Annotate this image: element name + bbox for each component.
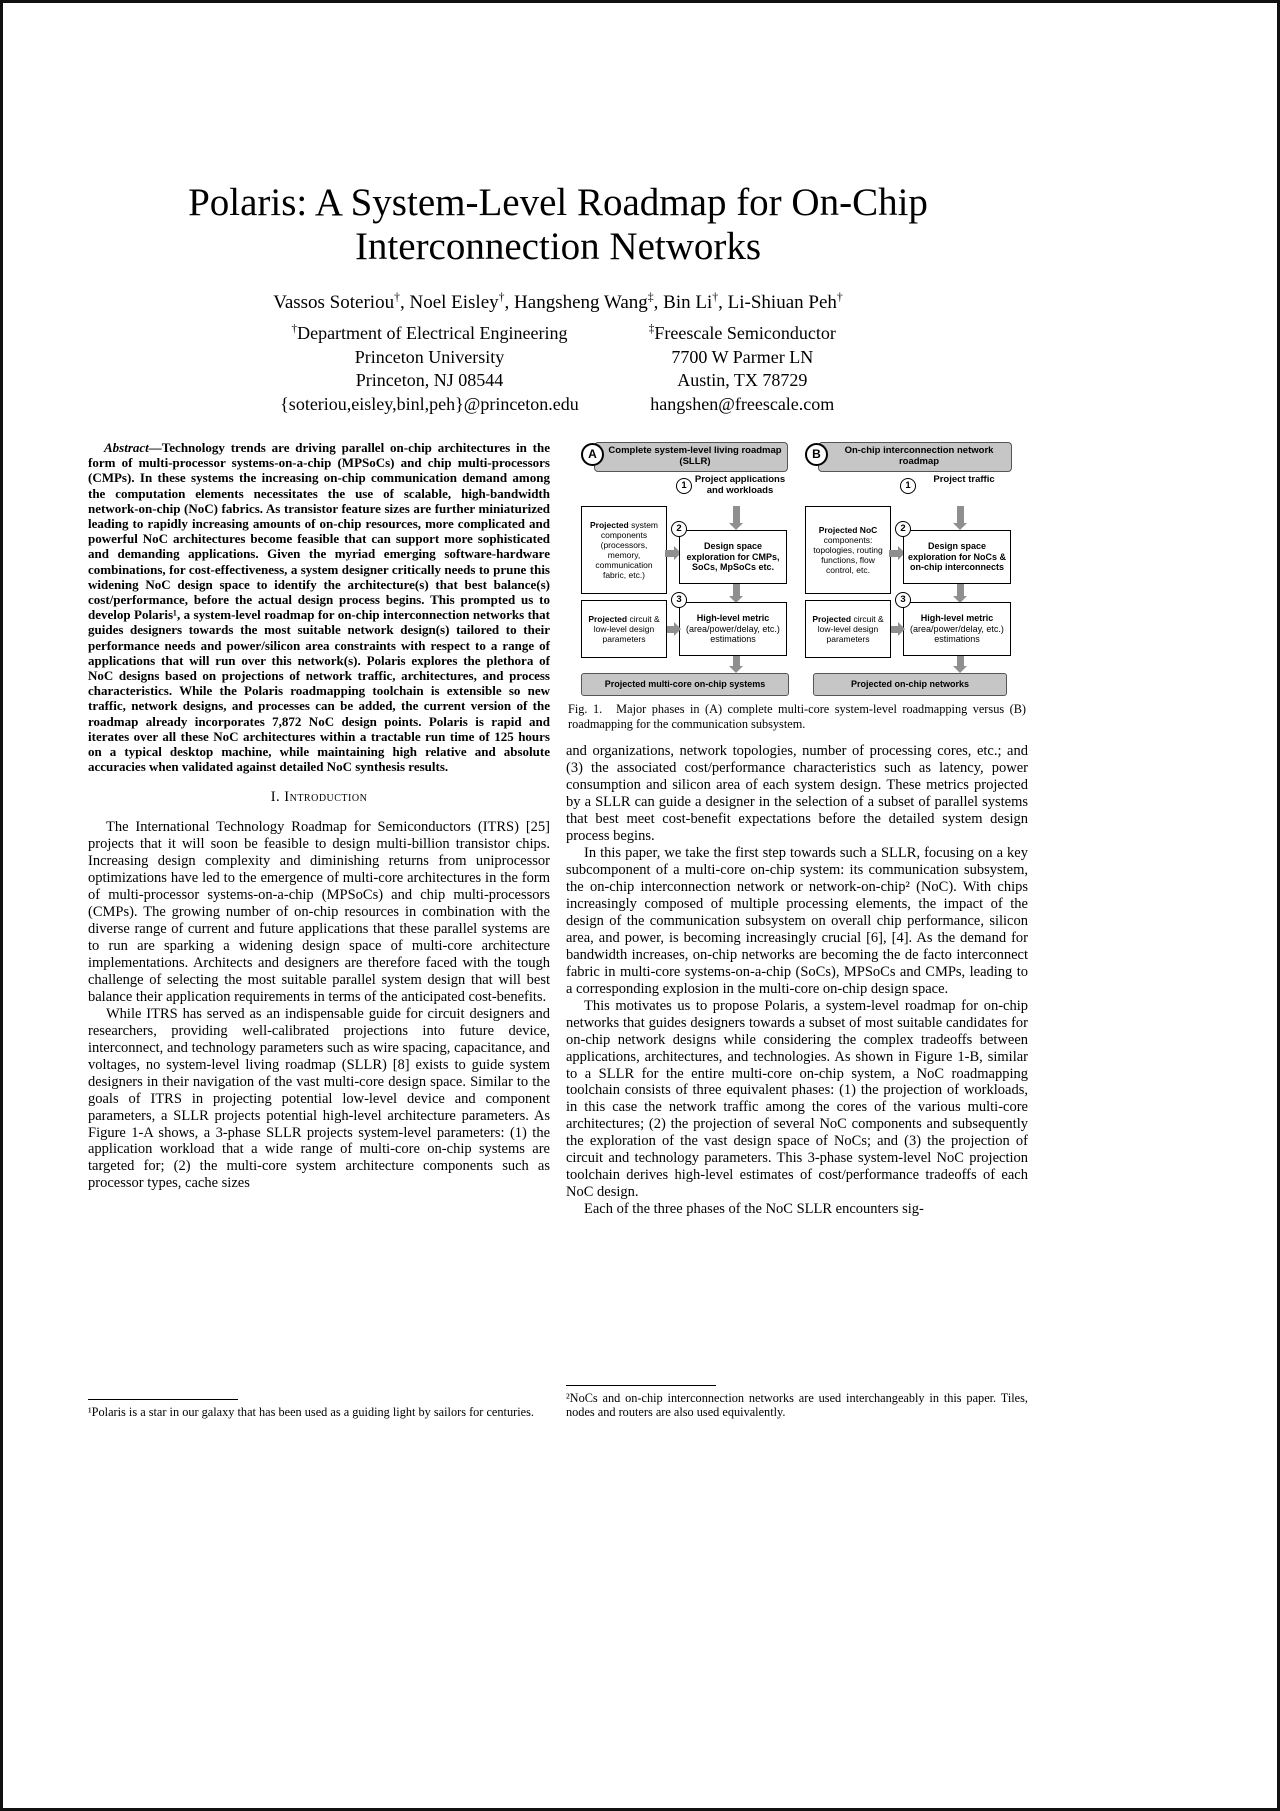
- affiliation-city: Austin, TX 78729: [677, 370, 808, 391]
- two-column-body: [88, 440, 1028, 1420]
- figure-1: [581, 442, 1013, 694]
- footnote-2: [566, 1385, 1028, 1420]
- arrow-down-icon: [729, 506, 744, 530]
- panel-b-circuit-params-box: [805, 600, 891, 658]
- box-rest: circuit & low-level design parameters: [593, 613, 660, 644]
- body-paragraph-4: Each of the three phases of the NoC SLLR encounters sig-: [584, 1201, 924, 1218]
- box-rest: circuit & low-level design parameters: [817, 613, 884, 644]
- abstract-paragraph: [88, 440, 550, 774]
- panel-a-step1-circle: 1: [676, 478, 692, 494]
- panel-a-metric-box: [679, 602, 787, 656]
- affiliation-freescale: [649, 322, 836, 416]
- left-column: [88, 440, 550, 1420]
- figure-panel-b: [805, 442, 1013, 694]
- affiliation-princeton: [280, 322, 579, 416]
- affiliation-city: Princeton, NJ 08544: [355, 370, 504, 391]
- box-lead: High-level metric: [696, 612, 770, 623]
- footnote-rule: [566, 1385, 716, 1386]
- arrow-down-icon: [729, 584, 744, 603]
- arrow-down-icon: [729, 656, 744, 673]
- panel-b-metric-box: [903, 602, 1011, 656]
- title-line-2: Interconnection Networks: [354, 224, 762, 268]
- figure-panel-a: [581, 442, 789, 694]
- panel-b-step2-circle: 2: [895, 521, 911, 537]
- box-lead: Projected NoC: [818, 524, 878, 535]
- panel-b-output-bar: Projected on-chip networks: [813, 673, 1007, 696]
- footnote-rule: [88, 1399, 238, 1400]
- arrow-down-icon: [953, 656, 968, 673]
- box-text: Design space exploration for NoCs & on-chip interconnects: [907, 540, 1006, 573]
- affiliation-university: Princeton University: [354, 346, 505, 367]
- footnote-1-text: ¹Polaris is a star in our galaxy that has been used as a guiding light by sailors for centuries.: [88, 1405, 534, 1420]
- box-lead: Projected: [588, 613, 628, 624]
- panel-a-step3-circle: 3: [671, 592, 687, 608]
- arrow-down-icon: [953, 584, 968, 603]
- panel-a-badge: A: [581, 443, 604, 466]
- body-paragraph-2: In this paper, we take the first step towards such a SLLR, focusing on a key subcomponent of a multi-core on-chip system: its communication subsystem, the on-chip interconnection network or network-on-chip² (NoC). With chips increasingly composed of multiple processing elements, the impact of the design of the communication subsystem on overall chip performance, silicon area, and power, is becoming increasingly crucial [6], [4]. As the demand for bandwidth increases, on-chip networks are becoming the de facto interconnect fabric in multi-core systems-on-a-chip (SoCs), MPSoCs and CMPs, leading to a corresponding explosion in the multi-core on-chip design space.: [566, 845, 1028, 997]
- title-line-1: Polaris: A System-Level Roadmap for On-Chip: [188, 181, 928, 224]
- footnote-2-text: ²NoCs and on-chip interconnection networks are used interchangeably in this paper. Tiles, nodes and routers are also used equivalently.: [566, 1390, 1028, 1420]
- box-rest: system components (processors, memory, communication fabric, etc.): [595, 519, 659, 580]
- arrow-right-icon: [891, 622, 905, 637]
- box-rest: (area/power/delay, etc.) estimations: [910, 623, 1004, 645]
- panel-b-header: On-chip interconnection network roadmap: [818, 442, 1012, 472]
- body-paragraph-continuation: and organizations, network topologies, number of processing cores, etc.; and (3) the associated cost/performance characteristics such as latency, power consumption and silicon area of each system design. These metrics projected by a SLLR can guide a designer in the selection of a subset of parallel systems that best meet cost-benefit expectations before the detailed system design process begins.: [566, 743, 1028, 845]
- box-lead: High-level metric: [920, 612, 994, 623]
- arrow-right-icon: [667, 622, 681, 637]
- panel-b-step3-circle: 3: [895, 592, 911, 608]
- affiliation-email: {soteriou,eisley,binl,peh}@princeton.edu: [280, 393, 579, 414]
- panel-b-badge: B: [805, 443, 828, 466]
- affiliation-company: ‡Freescale Semiconductor: [648, 323, 836, 344]
- affiliation-dept: †Department of Electrical Engineering: [291, 323, 568, 344]
- panel-a-design-space-box: [679, 530, 787, 584]
- figure-caption: [568, 702, 1026, 732]
- box-text: Design space exploration for CMPs, SoCs, MpSoCs etc.: [686, 540, 780, 573]
- affiliation-email: hangshen@freescale.com: [650, 393, 835, 414]
- panel-a-step2-circle: 2: [671, 521, 687, 537]
- abstract-text: Technology trends are driving parallel on-chip architectures in the form of multi-processor systems-on-a-chip (MPSoCs) and chip multi-processors (CMPs). In these systems the increasing on-chip communication demand among the computation elements necessitates the use of scalable, high-bandwidth network-on-chip (NoC) fabrics. As transistor feature sizes are further miniaturized leading to rapidly increasing amounts of on-chip resources, more complicated and powerful NoC architectures become feasible that can support more sophisticated and demanding applications. Given the myriad emerging software-hardware combinations, for cost-effectiveness, a system designer critically needs to prune this widening NoC design space to identify the architecture(s) that best balance(s) cost/performance, before the actual design process begins. This prompted us to develop Polaris¹, a system-level roadmap for on-chip interconnection networks that guides designers towards the most suitable network design(s) tailored to their performance needs and power/silicon area constraints with respect to a range of applications that will run over this network(s). Polaris explores the plethora of NoC designs based on projections of network traffic, architectures, and process characteristics. While the Polaris roadmapping toolchain is extensible so new traffic, network designs, and processes can be added, the current version of the roadmap already incorporates 7,872 NoC design points. Polaris is rapid and iterates over all these NoC architectures within a tractable run time of 125 hours on a typical desktop machine, while maintaining high relative and absolute accuracies when validated against detailed NoC synthesis results.: [88, 439, 550, 775]
- panel-b-design-space-box: [903, 530, 1011, 584]
- panel-b-projected-noc-components-box: [805, 506, 891, 594]
- section-heading-introduction: I. Introduction: [270, 789, 368, 806]
- intro-paragraph-1: The International Technology Roadmap for Semiconductors (ITRS) [25] projects that it will soon be feasible to design multi-billion transistor chips. Increasing design complexity and diminishing returns from uniprocessor optimizations have led to the emergence of multi-core architectures in the form of multi-processor systems-on-a-chip (MPSoCs) and chip multi-processors (CMPs). The growing number of on-chip resources in combination with the diverse range of current and future applications that these parallel systems are to run are sparking a widening design space of multi-core architecture implementations. Architects and designers are therefore faced with the tough challenge of selecting the most suitable parallel system design that will best balance their application requirements in terms of the anticipated cost-benefits.: [88, 819, 550, 1005]
- box-rest: (area/power/delay, etc.) estimations: [686, 623, 780, 645]
- affiliation-street: 7700 W Parmer LN: [671, 346, 814, 367]
- figure-caption-text: Major phases in (A) complete multi-core system-level roadmapping versus (B) roadmapping for the communication subsystem.: [568, 701, 1026, 731]
- panel-b-step1-circle: 1: [900, 478, 916, 494]
- intro-paragraph-2: While ITRS has served as an indispensable guide for circuit designers and researchers, providing well-calibrated projections into future device, interconnect, and technology parameters such as wire spacing, capacitance, and voltages, no system-level living roadmap (SLLR) [8] exists to guide system designers in their navigation of the vast multi-core design space. Similar to the goals of ITRS in projecting potential low-level device and component parameters, a SLLR projects potential high-level architecture parameters. As Figure 1-A shows, a 3-phase SLLR projects system-level parameters: (1) the application workload that a wide range of multi-core on-chip systems are targeted for; (2) the multi-core system architecture components such as processor types, cache sizes: [88, 1005, 550, 1192]
- panel-a-header: Complete system-level living roadmap (SLLR): [594, 442, 788, 472]
- authors-line: Vassos Soteriou†, Noel Eisley†, Hangsheng Wang‡, Bin Li†, Li-Shiuan Peh†: [273, 291, 843, 314]
- panel-a-circuit-params-box: [581, 600, 667, 658]
- box-lead: Projected: [589, 519, 629, 530]
- body-paragraph-3: This motivates us to propose Polaris, a system-level roadmap for on-chip networks that guides designers towards a subset of most suitable candidates for on-chip network designs while considering the complex tradeoffs between applications, architectures, and technologies. As shown in Figure 1-B, similar to a SLLR for the entire multi-core on-chip system, a NoC roadmapping toolchain consists of three equivalent phases: (1) the projection of workloads, in this case the network traffic among the cores of the various multi-core architectures; (2) the projection of several NoC components and subsequently the exploration of the vast design space of NoCs; and (3) the projection of circuit and technology parameters. This 3-phase system-level NoC projection toolchain derives high-level estimates of cost/performance tradeoffs of each NoC design.: [566, 997, 1028, 1201]
- panel-a-projected-components-box: [581, 506, 667, 594]
- panel-a-output-bar: Projected multi-core on-chip systems: [581, 673, 789, 696]
- affiliations: [88, 322, 1028, 416]
- arrow-down-icon: [953, 506, 968, 530]
- footnote-1: [88, 1399, 550, 1420]
- figure-caption-label: Fig. 1.: [568, 701, 603, 716]
- right-column: [566, 440, 1028, 1420]
- box-rest: components: topologies, routing functions, flow control, etc.: [813, 534, 883, 575]
- abstract-label: Abstract—: [104, 439, 162, 455]
- page-title: [88, 181, 1028, 268]
- box-lead: Projected: [812, 613, 852, 624]
- paper-content: [88, 181, 1028, 1420]
- panel-a-step1-label: Project applications and workloads: [694, 473, 786, 496]
- panel-b-step1-label: Project traffic: [933, 473, 995, 485]
